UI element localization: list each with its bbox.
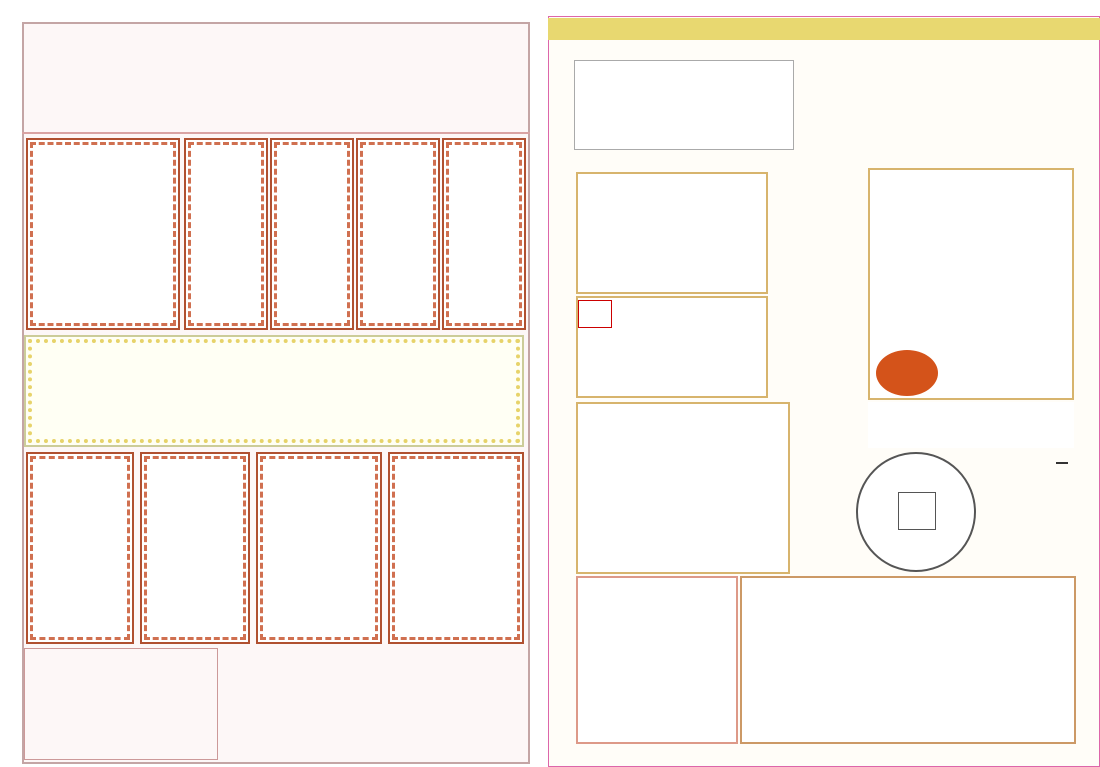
note-box — [574, 60, 794, 150]
wangma-box — [24, 335, 524, 447]
jinpai-box — [26, 138, 180, 330]
side-label — [1056, 462, 1068, 464]
kill-box — [442, 138, 526, 330]
history-box — [576, 576, 738, 744]
kill-box-2 — [140, 452, 250, 644]
flower-border-left — [550, 40, 572, 767]
bantou-table — [24, 648, 218, 760]
featured-box — [576, 172, 768, 294]
tiger-image — [876, 350, 938, 396]
kill-box-2 — [26, 452, 134, 644]
divider — [22, 132, 530, 134]
kill-box-2 — [388, 452, 524, 644]
zodiac-center — [898, 492, 936, 530]
banner — [548, 18, 1100, 40]
kill-box — [270, 138, 354, 330]
kill-box-2 — [256, 452, 382, 644]
flower-border-bottom — [550, 748, 1100, 767]
kill-box — [356, 138, 440, 330]
zodiac-wheel — [856, 452, 976, 572]
chuanzhen-box — [576, 402, 790, 574]
flower-border-right — [1078, 40, 1100, 767]
guima-box — [868, 402, 1074, 448]
kill-box — [184, 138, 268, 330]
kaixin-box — [740, 576, 1076, 744]
side-poem — [1000, 454, 1078, 554]
stamp — [578, 300, 612, 328]
